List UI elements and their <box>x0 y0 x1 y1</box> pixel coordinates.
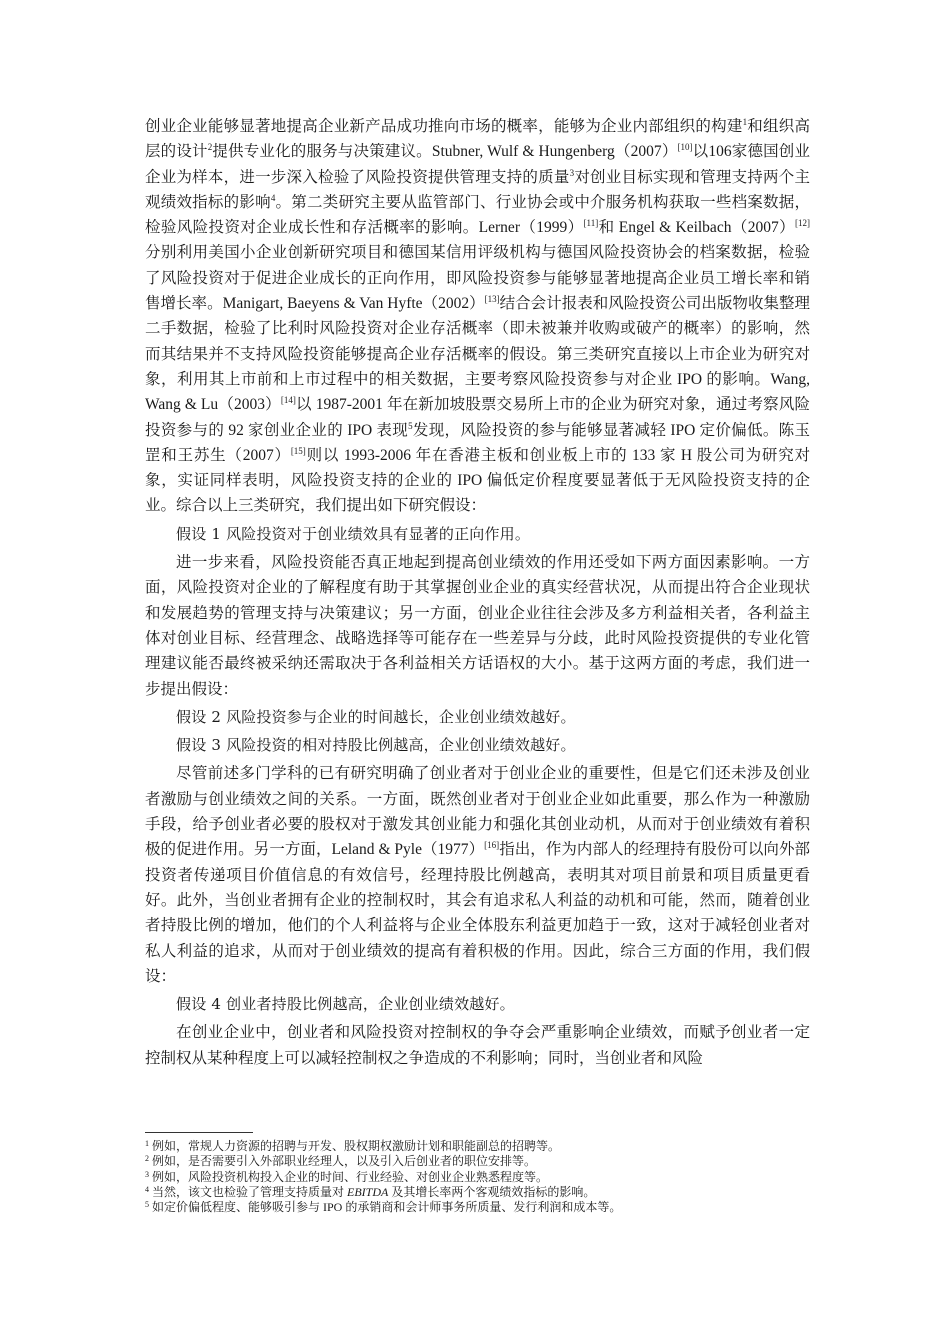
citation-ref[interactable]: [10] <box>677 142 693 153</box>
paragraph-literature-review <box>145 114 810 519</box>
footnote-number: 4 <box>145 1184 149 1194</box>
text-run: 分别利用美国小企业创新研究项目和德国某信用评级机构与德国风险投资协会的档案数据，检验了风险投资对于促进企业成长的正向作用，即风险投资参与能够显著地提高企业员工增长率和销售增长率。Manigart, Baeyens & Van Hyfte（2002） <box>145 244 810 313</box>
footnote-divider <box>145 1132 253 1133</box>
footnote-number: 2 <box>145 1154 149 1164</box>
footnote-ref[interactable]: 1 <box>742 117 748 127</box>
text-run: 提供专业化的服务与决策建议。Stubner, Wulf & Hungenberg（2007） <box>212 143 678 161</box>
footnote-text: 当然，该文也检验了管理支持质量对 <box>152 1184 348 1199</box>
text-run: 。第二类研究主要从监管部门、行业协会或中介服务机构获取一些档案数据，检验风险投资对企业成长性和存活概率的影响。Lerner（1999） <box>145 193 810 237</box>
hypothesis-4: 假设 4 创业者持股比例越高，企业创业绩效越好。 <box>176 995 515 1014</box>
footnotes <box>145 1132 810 1215</box>
footnote-text: 例如，是否需要引入外部职业经理人，以及引入后创业者的职位安排等。 <box>152 1154 537 1169</box>
citation-ref[interactable]: [13] <box>484 294 500 305</box>
text-run: 和 Engel & Keilbach（2007） <box>598 219 796 237</box>
footnote-4 <box>145 1185 810 1200</box>
hypothesis-1: 假设 1 风险投资对于创业绩效具有显著的正向作用。 <box>176 524 531 543</box>
footnote-text: 如定价偏低程度、能够吸引参与 IPO 的承销商和会计师事务所质量、发行利润和成本等。 <box>152 1200 622 1215</box>
text-run: 以106家德国创业企业为样本，进一步深入检验了风险投资提供管理支持的质量 <box>145 143 810 186</box>
text-run: 以 1987-2001 年在新加坡股票交易所上市的企业为研究对象，通过考察风险投资参与的 92 家创业企业的 IPO 表现 <box>145 396 810 439</box>
footnote-text: 例如，常规人力资源的招聘与开发、股权期权激励计划和职能副总的招聘等。 <box>152 1139 561 1153</box>
hypothesis-3: 假设 3 风险投资的相对持股比例越高，企业创业绩效越好。 <box>176 736 576 755</box>
paragraph-further-factors: 进一步来看，风险投资能否真正地起到提高创业绩效的作用还受如下两方面因素影响。一方面，风险投资对企业的了解程度有助于其掌握创业企业的真实经营状况，从而提出符合企业现状和发展趋势的管理支持与决策建议；另一方面，创业企业往往会涉及多方利益相关者，各利益主体对创业目标、经营理念、战略选择等可能存在一些差异与分歧，此时风险投资提供的专业化管理建议能否最终被采纳还需取决于各利益相关方话语权的大小。基于这两方面的考虑，我们进一步提出假设： <box>145 554 810 698</box>
footnote-ref[interactable]: 3 <box>569 167 575 178</box>
footnote-number: 3 <box>145 1169 149 1179</box>
footnote-3 <box>145 1170 810 1185</box>
footnote-2 <box>145 1154 810 1169</box>
text-run: 则以 1993-2006 年在香港主板和创业板上市的 133 家 H 股公司为研究对象，实证同样表明，风险投资支持的企业的 IPO 偏低定价程度要显著低于无风险投资支持的企业。综合以上三类研究，我们提出如下研究假设： <box>145 446 810 515</box>
footnote-text: 例如，风险投资机构投入企业的时间、行业经验、对创业企业熟悉程度等。 <box>152 1169 549 1184</box>
hypothesis-2: 假设 2 风险投资参与企业的时间越长，企业创业绩效越好。 <box>176 707 576 726</box>
footnote-number: 1 <box>145 1139 149 1148</box>
text-run: 创业企业能够显著地提高企业新产品成功推向市场的概率，能够为企业内部组织的构建 <box>145 118 743 135</box>
citation-ref[interactable]: [15] <box>290 445 306 456</box>
citation-ref[interactable]: [14] <box>280 395 296 406</box>
text-run: 指出，作为内部人的经理持有股份可以向外部投资者传递项目价值信息的有效信号，经理持股比例越高，表明其对项目前景和项目质量更看好。此外，当创业者拥有企业的控制权时，其会有追求私人利益的动机和可能，然而，随着创业者持股比例的增加，他们的个人利益将与企业全体股东利益更加趋于一致，这对于减轻创业者对私人利益的追求，从而对于创业绩效的提高有着积极的作用。因此，综合三方面的作用，我们假设： <box>145 841 810 985</box>
text-run: 发现，风险投资的参与能够显著减轻 IPO 定价偏低。陈玉罡和王苏生（2007） <box>145 421 810 464</box>
footnote-emphasis: EBITDA <box>347 1184 389 1199</box>
footnote-ref[interactable]: 4 <box>270 192 276 203</box>
paragraph-control-rights: 在创业企业中，创业者和风险投资对控制权的争夺会严重影响企业绩效，而赋予创业者一定控制权从某种程度上可以减轻控制权之争造成的不利影响；同时，当创业者和风险 <box>145 1024 810 1067</box>
citation-ref[interactable]: [12] <box>795 218 811 229</box>
paragraph-entrepreneur-incentive <box>145 761 810 989</box>
footnote-text: 及其增长率两个客观绩效指标的影响。 <box>388 1184 596 1199</box>
footnote-5 <box>145 1200 810 1215</box>
text-run: 和组织高层的设计 <box>145 118 810 161</box>
text-run: 对创业目标实现和管理支持两个主观绩效指标的影响 <box>145 168 810 211</box>
main-text <box>145 114 810 1071</box>
footnote-1 <box>145 1139 810 1154</box>
text-run: 尽管前述多门学科的已有研究明确了创业者对于创业企业的重要性，但是它们还未涉及创业者激励与创业绩效之间的关系。一方面，既然创业者对于创业企业如此重要，那么作为一种激励手段，给予创业者必要的股权对于激发其创业能力和强化其创业动机，从而对于创业绩效有着积极的促进作用。另一方面，Leland & Pyle（1977） <box>145 765 810 859</box>
footnote-number: 5 <box>145 1200 149 1210</box>
footnote-ref[interactable]: 5 <box>408 420 413 431</box>
text-run: 结合会计报表和风险投资公司出版物收集整理二手数据，检验了比利时风险投资对企业存活概率（即未被兼并收购或破产的概率）的影响，然而其结果并不支持风险投资能够提高企业存活概率的假设。第三类研究直接以上市企业为研究对象，利用其上市前和上市过程中的相关数据，主要考察风险投资参与对企业 IPO 的影响。Wang, Wang & Lu（2003） <box>145 295 810 414</box>
citation-ref[interactable]: [11] <box>583 218 599 229</box>
citation-ref[interactable]: [16] <box>484 840 500 851</box>
footnote-ref[interactable]: 2 <box>207 142 213 153</box>
